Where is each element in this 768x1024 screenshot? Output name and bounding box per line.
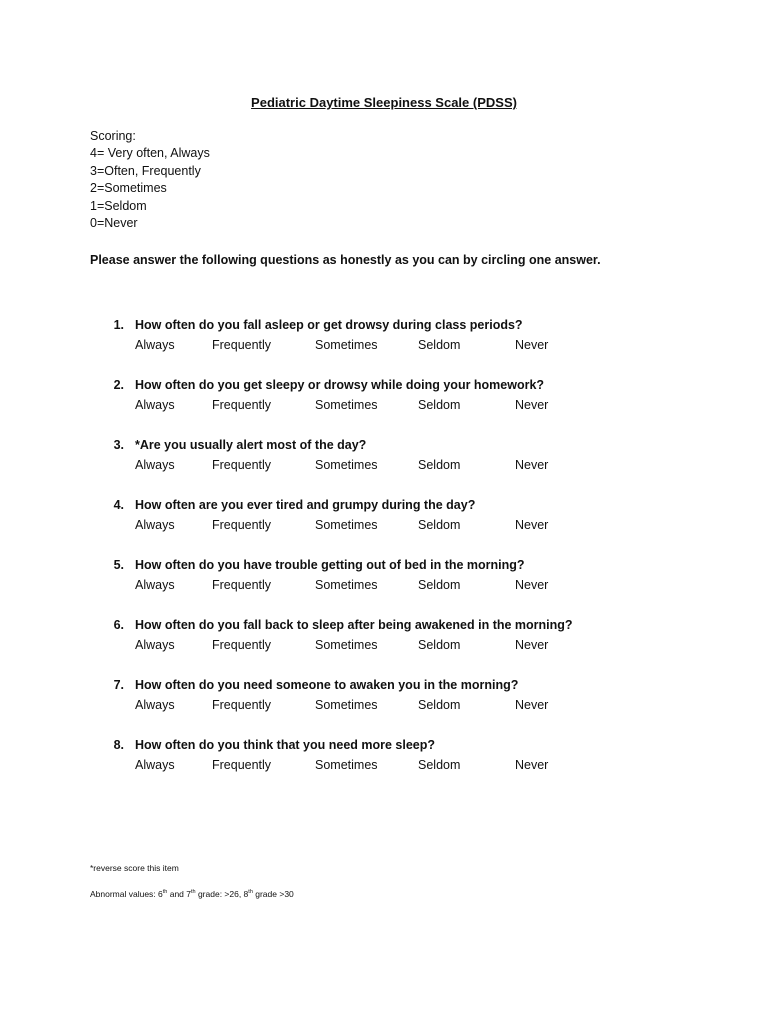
answer-option-frequently[interactable]: Frequently: [212, 578, 272, 592]
scoring-legend: [90, 128, 210, 232]
question-number: 3.: [113, 438, 124, 452]
ordinal-suffix: th: [162, 889, 168, 896]
reverse-score-footnote: *reverse score this item: [90, 863, 179, 873]
answer-option-frequently[interactable]: Frequently: [212, 338, 272, 352]
question-number: 4.: [113, 498, 124, 512]
question-text: *Are you usually alert most of the day?: [135, 438, 367, 452]
question-item: [0, 618, 768, 678]
answer-option-seldom[interactable]: Seldom: [418, 398, 461, 412]
abnormal-mid: and 7: [167, 889, 191, 899]
abnormal-mid: grade: >26, 8: [195, 889, 249, 899]
answer-option-never[interactable]: Never: [515, 638, 549, 652]
abnormal-prefix: Abnormal values: 6: [90, 889, 163, 899]
answer-option-always[interactable]: Always: [135, 758, 175, 772]
question-number: 6.: [113, 618, 124, 632]
question-item: [0, 318, 768, 378]
answer-option-never[interactable]: Never: [515, 338, 549, 352]
answer-option-always[interactable]: Always: [135, 398, 175, 412]
answer-option-sometimes[interactable]: Sometimes: [315, 458, 378, 472]
question-item: [0, 378, 768, 438]
answer-option-seldom[interactable]: Seldom: [418, 578, 461, 592]
question-number: 1.: [113, 318, 124, 332]
answer-option-always[interactable]: Always: [135, 578, 175, 592]
answer-option-sometimes[interactable]: Sometimes: [315, 698, 378, 712]
answer-option-frequently[interactable]: Frequently: [212, 638, 272, 652]
answer-option-seldom[interactable]: Seldom: [418, 338, 461, 352]
question-text: How often do you get sleepy or drowsy while doing your homework?: [135, 378, 545, 392]
answer-option-sometimes[interactable]: Sometimes: [315, 638, 378, 652]
answer-option-always[interactable]: Always: [135, 518, 175, 532]
scoring-heading: Scoring:: [90, 129, 136, 143]
question-item: [0, 558, 768, 618]
question-text: How often do you think that you need more sleep?: [135, 738, 436, 752]
answer-option-sometimes[interactable]: Sometimes: [315, 758, 378, 772]
question-text: How often do you need someone to awaken you in the morning?: [135, 678, 519, 692]
answer-option-never[interactable]: Never: [515, 578, 549, 592]
ordinal-suffix: th: [191, 889, 196, 896]
answer-option-frequently[interactable]: Frequently: [212, 698, 272, 712]
question-item: [0, 738, 768, 798]
answer-option-seldom[interactable]: Seldom: [418, 458, 461, 472]
scoring-line: 1=Seldom: [90, 198, 147, 213]
answer-option-always[interactable]: Always: [135, 338, 175, 352]
question-text: How often do you fall asleep or get drowsy during class periods?: [135, 318, 523, 332]
question-number: 7.: [113, 678, 124, 692]
answer-option-seldom[interactable]: Seldom: [418, 638, 461, 652]
question-item: [0, 498, 768, 558]
answer-option-always[interactable]: Always: [135, 698, 175, 712]
answer-option-sometimes[interactable]: Sometimes: [315, 518, 378, 532]
answer-option-sometimes[interactable]: Sometimes: [315, 338, 378, 352]
answer-option-sometimes[interactable]: Sometimes: [315, 398, 378, 412]
answer-option-frequently[interactable]: Frequently: [212, 398, 272, 412]
question-text: How often do you have trouble getting out of bed in the morning?: [135, 558, 525, 572]
scoring-line: 0=Never: [90, 216, 138, 231]
scoring-line: 3=Often, Frequently: [90, 163, 201, 178]
answer-option-always[interactable]: Always: [135, 638, 175, 652]
question-number: 8.: [113, 738, 124, 752]
instructions-text: Please answer the following questions as honestly as you can by circling one answer.: [90, 253, 601, 267]
answer-option-never[interactable]: Never: [515, 518, 549, 532]
answer-option-frequently[interactable]: Frequently: [212, 458, 272, 472]
question-number: 2.: [113, 378, 124, 392]
answer-option-never[interactable]: Never: [515, 758, 549, 772]
question-text: How often do you fall back to sleep after being awakened in the morning?: [135, 618, 573, 632]
answer-option-seldom[interactable]: Seldom: [418, 518, 461, 532]
scoring-line: 4= Very often, Always: [90, 146, 210, 161]
answer-option-seldom[interactable]: Seldom: [418, 698, 461, 712]
document-title: Pediatric Daytime Sleepiness Scale (PDSS): [251, 95, 517, 110]
answer-option-never[interactable]: Never: [515, 698, 549, 712]
answer-option-frequently[interactable]: Frequently: [212, 518, 272, 532]
question-item: [0, 678, 768, 738]
question-list: [0, 318, 768, 798]
answer-option-never[interactable]: Never: [515, 458, 549, 472]
answer-option-never[interactable]: Never: [515, 398, 549, 412]
scoring-line: 2=Sometimes: [90, 181, 167, 196]
answer-option-sometimes[interactable]: Sometimes: [315, 578, 378, 592]
ordinal-suffix: th: [248, 889, 253, 896]
answer-option-always[interactable]: Always: [135, 458, 175, 472]
question-text: How often are you ever tired and grumpy during the day?: [135, 498, 476, 512]
abnormal-suffix: grade >30: [252, 889, 294, 899]
answer-option-seldom[interactable]: Seldom: [418, 758, 461, 772]
question-item: [0, 438, 768, 498]
answer-option-frequently[interactable]: Frequently: [212, 758, 272, 772]
abnormal-values-note: [90, 889, 294, 899]
question-number: 5.: [113, 558, 124, 572]
